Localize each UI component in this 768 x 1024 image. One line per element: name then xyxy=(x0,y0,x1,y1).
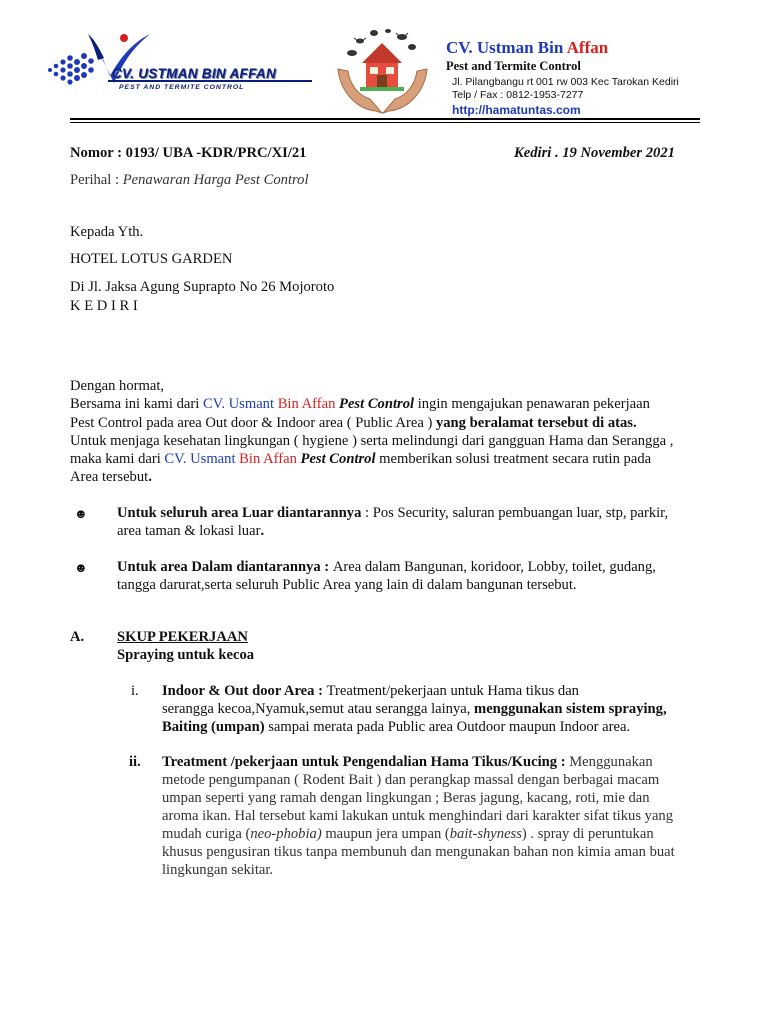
item2-line2: metode pengumpanan ( Rodent Bait ) dan perangkap massal dengan berbagai macam xyxy=(162,772,660,788)
text: maupun jera umpan ( xyxy=(321,826,450,842)
text: Treatment/pekerjaan untuk Hama tikus dan xyxy=(326,683,579,699)
text: Bersama ini kami dari xyxy=(70,396,203,412)
text: sampai merata pada Public area Outdoor maupun Indoor area. xyxy=(264,719,631,735)
item2-number: ii. xyxy=(129,754,141,770)
text: ) . spray di peruntukan xyxy=(521,826,654,842)
item1-line1 xyxy=(162,682,579,700)
text: : xyxy=(314,683,327,699)
bullet1-line2 xyxy=(117,522,264,540)
paragraph1-line5 xyxy=(70,468,152,486)
paragraph1-line2 xyxy=(70,414,637,432)
text: Area tersebut xyxy=(70,469,149,485)
text: Pest Control pada area Out door & Indoor area ( Public Area ) xyxy=(70,415,436,431)
recipient-name: HOTEL LOTUS GARDEN xyxy=(70,251,233,267)
text: serangga kecoa,Nyamuk,semut atau serangga lainya, xyxy=(162,701,475,717)
company-address: Jl. Pilangbangu rt 001 rw 003 Kec Tarokan Kediri xyxy=(452,76,679,88)
text: mudah curiga ( xyxy=(162,826,251,842)
item2-line1 xyxy=(162,753,653,771)
header-divider-thick xyxy=(70,118,700,120)
subject-value: Penawaran Harga Pest Control xyxy=(122,172,309,188)
item2-title: Treatment /pekerjaan untuk Pengendalian Hama Tikus/Kucing : xyxy=(162,754,570,770)
text: : Pos Security, saluran pembuangan luar, stp, parkir, xyxy=(361,505,669,521)
recipient-address-line1: Di Jl. Jaksa Agung Suprapto No 26 Mojoroto xyxy=(70,279,335,295)
text-bold: . xyxy=(148,469,152,485)
letter-subject xyxy=(70,171,309,189)
bullet2-line2: tangga darurat,serta seluruh Public Area yang lain di dalam bangunan tersebut. xyxy=(117,577,577,593)
pest-control: Pest Control xyxy=(335,396,415,412)
company-name-part2: Affan xyxy=(566,38,609,57)
house-hands-icon xyxy=(330,25,435,117)
bullet1-heading: Untuk seluruh area Luar diantarannya xyxy=(117,505,362,521)
text: maka kami dari xyxy=(70,451,165,467)
text: Area dalam Bangunan, koridoor, Lobby, toilet, gudang, xyxy=(332,559,656,575)
item2-line4: aroma ikan. Hal tersebut kami lakukan untuk menghindari dari karakter sifat tikus yang xyxy=(162,808,674,824)
text: area taman & lokasi luar xyxy=(117,523,261,539)
text-italic: neo-phobia) xyxy=(250,826,322,842)
salutation: Dengan hormat, xyxy=(70,378,165,394)
item2-line6: khusus pengusiran tikus tanpa membunuh dan mengunakan bahan non kimia aman buat xyxy=(162,844,675,860)
text-bold: yang beralamat tersebut di atas. xyxy=(435,415,637,431)
company-phone: Telp / Fax : 0812-1953-7277 xyxy=(452,89,584,101)
smiley-bullet-icon: ☻ xyxy=(74,506,88,521)
text-bold: Baiting (umpan) xyxy=(162,719,265,735)
header-divider-thin xyxy=(70,122,700,123)
cv-name: CV. Usmant xyxy=(202,396,278,412)
company-name xyxy=(446,38,608,58)
company-name-part1: CV. Ustman Bin xyxy=(446,38,567,57)
item2-line7: lingkungan sekitar. xyxy=(162,862,274,878)
text: ingin mengajukan penawaran pekerjaan xyxy=(414,396,650,412)
cv-name: CV. Usmant xyxy=(164,451,240,467)
paragraph1-line4 xyxy=(70,450,651,468)
item2-line3: umpan seperti yang ramah dengan lingkungan ; Beras jagung, kacang, roti, mie dan xyxy=(162,790,650,806)
bullet2-line1 xyxy=(117,558,656,576)
paragraph1-line1 xyxy=(70,395,650,413)
section-letter: A. xyxy=(70,629,85,645)
company-website-link[interactable]: http://hamatuntas.com xyxy=(452,103,581,117)
bullet1-line1 xyxy=(117,504,668,522)
item1-number: i. xyxy=(131,683,139,699)
bin-affan: Bin Affan xyxy=(239,451,297,467)
company-tagline: Pest and Termite Control xyxy=(446,59,581,73)
recipient-address-line2: K E D I R I xyxy=(70,298,138,314)
logo-subtext: PEST AND TERMITE CONTROL xyxy=(119,84,245,91)
letter-number: Nomor : 0193/ UBA -KDR/PRC/XI/21 xyxy=(70,145,307,161)
addressee-label: Kepada Yth. xyxy=(70,224,144,240)
item1-line3 xyxy=(162,718,630,736)
text-bold: . xyxy=(260,523,265,539)
pest-control: Pest Control xyxy=(296,451,376,467)
item1-title: Indoor & Out door Area xyxy=(162,683,315,699)
item2-line5 xyxy=(162,825,654,843)
text-italic: bait-shyness xyxy=(449,826,522,842)
section-subtitle: Spraying untuk kecoa xyxy=(117,647,255,663)
bullet2-heading: Untuk area Dalam diantarannya : xyxy=(117,559,333,575)
text-bold: menggunakan sistem spraying, xyxy=(474,701,667,717)
logo-text: CV. USTMAN BIN AFFAN xyxy=(112,66,277,81)
bin-affan: Bin Affan xyxy=(277,396,336,412)
text: Menggunakan xyxy=(569,754,653,770)
letter-date: Kediri . 19 November 2021 xyxy=(514,145,675,161)
paragraph1-line3: Untuk menjaga kesehatan lingkungan ( hygiene ) serta melindungi dari gangguan Hama dan Serangga , xyxy=(70,433,674,449)
house-hands-logo xyxy=(330,25,435,117)
subject-label: Perihal : xyxy=(70,172,123,188)
text: memberikan solusi treatment secara rutin pada xyxy=(375,451,652,467)
section-title: SKUP PEKERJAAN xyxy=(117,629,248,645)
item1-line2 xyxy=(162,700,667,718)
smiley-bullet-icon: ☻ xyxy=(74,560,88,575)
